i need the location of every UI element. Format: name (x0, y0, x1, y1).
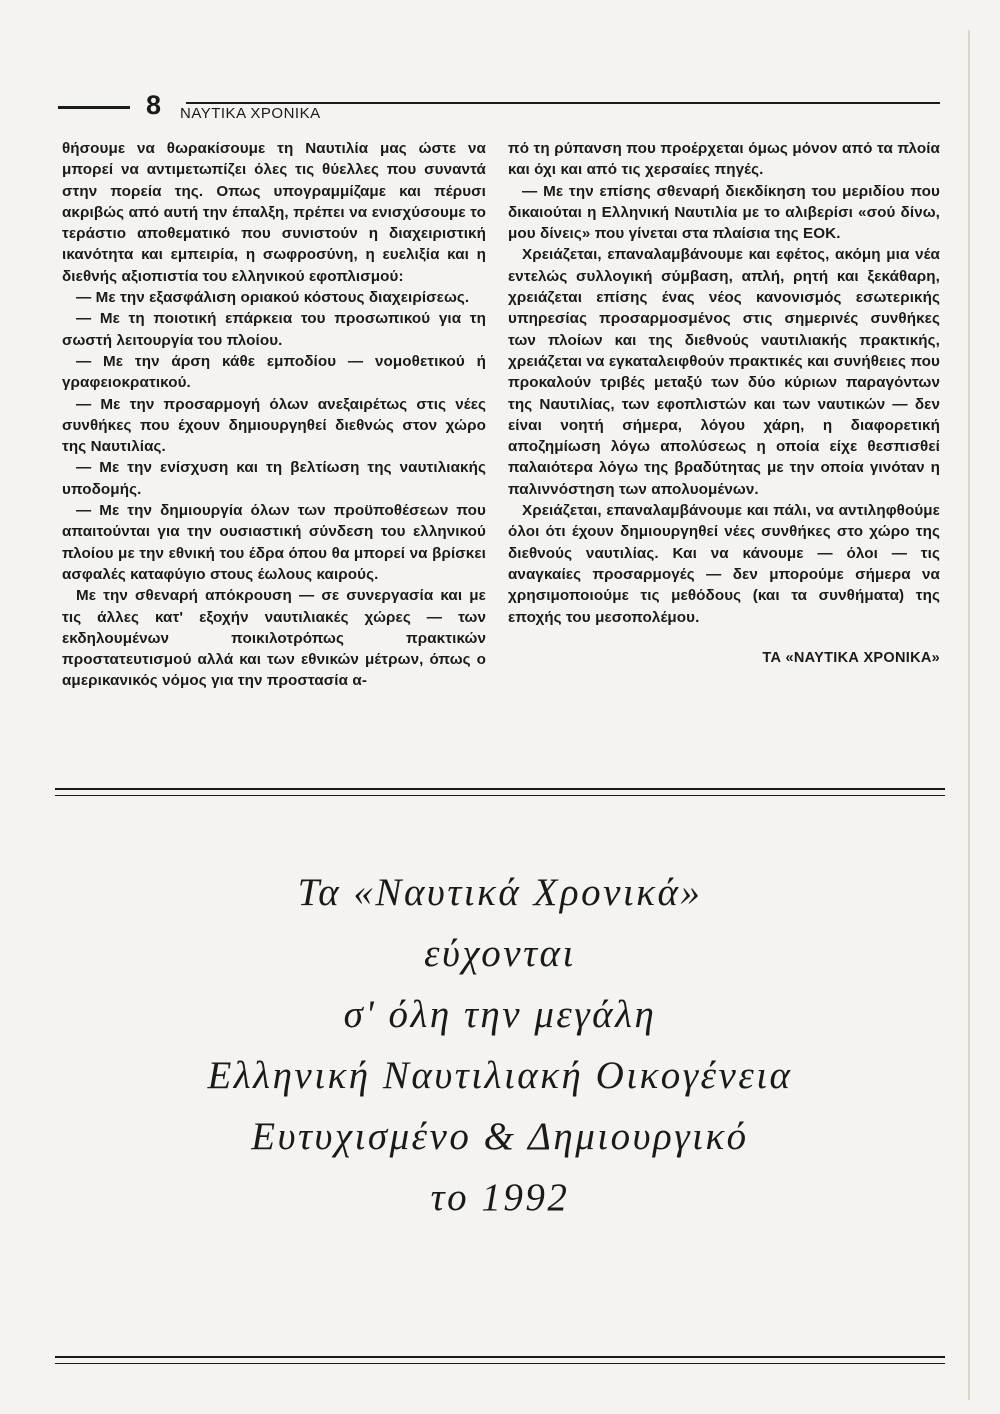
section-divider-bottom (55, 1356, 945, 1364)
greeting-line: το 1992 (430, 1176, 570, 1219)
greeting-line: Ελληνική Ναυτιλιακή Οικογένεια (207, 1054, 793, 1097)
page-number: 8 (146, 90, 162, 120)
page-header (58, 90, 940, 126)
list-item: — Με την επίσης σθεναρή διεκδίκηση του μεριδίου που δικαιούται η Ελληνική Ναυτιλία με το αλιβερίσι «σού δίνω, μου δίνεις» που γίνεται στα πλαίσια της ΕΟΚ. (508, 182, 940, 243)
list-item: — Με την προσαρμογή όλων ανεξαιρέτως στις νέες συνθήκες που έχουν δημιουργηθεί διεθνώς στον χώρο της Ναυτιλίας. (62, 395, 486, 456)
greeting-line: σ' όλη την μεγάλη (343, 993, 657, 1036)
paragraph: Με την σθεναρή απόκρουση — σε συνεργασία και με τις άλλες κατ' εξοχήν ναυτιλιακές χώρες — των εκδηλουμένων ποικιλοτρόπως πρακτικών προστατευτισμού αλλά και των εθνικών μέτρων, όπως ο αμερικανικός νόμος για την προστασία α- (62, 587, 486, 690)
paragraph: Χρειάζεται, επαναλαμβάνουμε και εφέτος, ακόμη μια νέα εντελώς συλλογική σύμβαση, απλή, ρητή και ξεκάθαρη, χρειάζεται επίσης ένας νέος κανονισμός εσωτερικής υπηρεσίας προσαρμοσμένος στις σημερινές συνθήκες των πλοίων και της διεθνούς ναυτιλιακής πρακτικής, χρειάζεται να εγκαταλειφθούν πρακτικές και συνήθειες που προκαλούν τριβές μεταξύ των δύο κύριων παραγόντων της Ναυτιλίας, των εφοπλιστών και των ναυτικών — δεν είναι νοητή σήμερα, λόγου χάρη, η διαφορετική αποζημίωση λόγω απολύσεως η οποία είχε θεσπισθεί παλαιότερα λόγω της βραδύτητας με την οποία γινόταν η παλιννόστηση των απολυομένων. (508, 246, 940, 498)
list-item: — Με την ενίσχυση και τη βελτίωση της ναυτιλιακής υποδομής. (62, 459, 486, 498)
greeting-line: Τα «Ναυτικά Χρονικά» (297, 871, 703, 914)
page-edge (968, 30, 970, 1400)
paragraph: Χρειάζεται, επαναλαμβάνουμε και πάλι, να αντιληφθούμε όλοι ότι έχουν δημιουργηθεί νέες συνθήκες στο χώρο της διεθνούς ναυτιλίας. Και να κάνουμε — όλοι — τις αναγκαίες προσαρμογές — δεν μπορούμε σήμερα να χρησιμοποιούμε τις μεθόδους (και τα συνθήματα) της εποχής του μεσοπολέμου. (508, 502, 940, 626)
greeting-block (60, 862, 940, 1228)
paragraph: θήσουμε να θωρακίσουμε τη Ναυτιλία μας ώστε να μπορεί να αντιμετωπίζει όλες τις θύελλες που συναντά στην πορεία της. Οπως υπογραμμίζαμε και πέρυσι ακριβώς από αυτή την έπαλξη, πρέπει να ενισχύσουμε το τεράστιο αποθεματικό που συνιστούν η διαχειριστική ικανότητα και εμπειρία, η σωφροσύνη, η ευελιξία και η διεθνής αξιοπιστία του ελληνικού εφοπλισμού: (62, 140, 486, 285)
article-left-column (62, 138, 486, 692)
article-right-column (508, 138, 940, 669)
greeting-line: Ευτυχισμένο & Δημιουργικό (251, 1115, 749, 1158)
paragraph: πό τη ρύπανση που προέρχεται όμως μόνον από τα πλοία και όχι και από τις χερσαίες πηγές. (508, 140, 940, 179)
list-item: — Με τη ποιοτική επάρκεια του προσωπικού για τη σωστή λειτουργία του πλοίου. (62, 310, 486, 349)
list-item: — Με την άρση κάθε εμποδίου — νομοθετικού ή γραφειοκρατικού. (62, 352, 486, 392)
section-divider-top (55, 788, 945, 796)
greeting-line: εύχονται (424, 932, 576, 975)
list-item: — Με την δημιουργία όλων των προϋποθέσεων που απαιτούνται για την ουσιαστική σύνδεση του ελληνικού πλοίου με την εθνική του έδρα όπου θα μπορεί να βρίσκει ασφαλές καταφύγιο στους έωλους καιρούς. (62, 502, 486, 583)
article-signature: ΤΑ «ΝΑΥΤΙΚΑ ΧΡΟΝΙΚΑ» (762, 649, 940, 666)
publication-name: ΝΑΥΤΙΚΑ ΧΡΟΝΙΚΑ (180, 105, 321, 122)
list-item: — Με την εξασφάλιση οριακού κόστους διαχειρίσεως. (76, 289, 470, 307)
header-rule-left (58, 106, 130, 109)
